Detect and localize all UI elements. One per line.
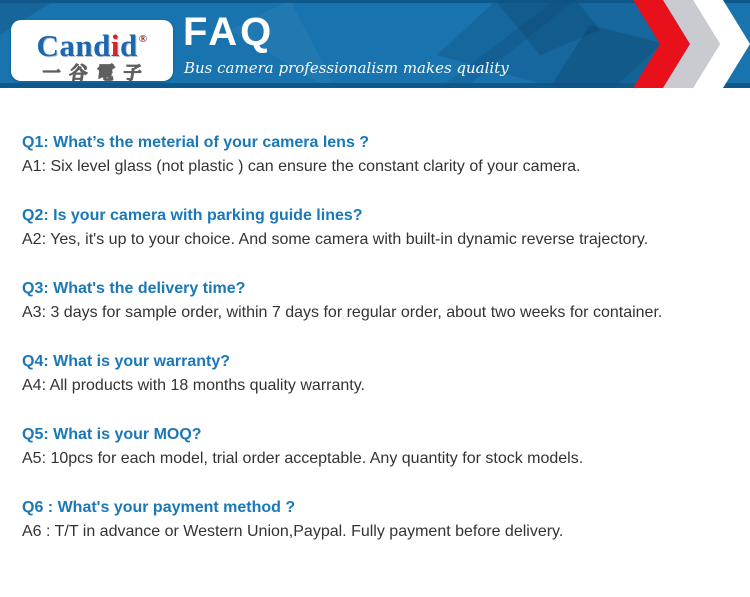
answer-text: A5: 10pcs for each model, trial order acceptable. Any quantity for stock models. [22, 450, 584, 467]
question-text: Q3: What's the delivery time? [22, 280, 246, 297]
qa-item [22, 352, 728, 396]
answer-text: A1: Six level glass (not plastic ) can ensure the constant clarity of your camera. [22, 158, 581, 175]
logo [11, 20, 173, 81]
qa-item [22, 133, 728, 177]
question-text: Q1: What’s the meterial of your camera lens ? [22, 134, 370, 151]
page-title: FAQ [183, 10, 275, 54]
question-text: Q4: What is your warranty? [22, 353, 231, 370]
logo-brand-text [11, 23, 173, 62]
answer-text: A4: All products with 18 months quality warranty. [22, 377, 365, 394]
question-text: Q2: Is your camera with parking guide lines? [22, 207, 363, 224]
logo-brand-pre: Cand [36, 28, 111, 63]
faq-content [0, 88, 750, 542]
qa-item [22, 425, 728, 469]
answer-text: A3: 3 days for sample order, within 7 days for regular order, about two weeks for container. [22, 304, 663, 321]
logo-brand-post: d [120, 28, 138, 63]
logo-chinese-text: 一谷電子 [41, 63, 152, 83]
registered-mark: ® [138, 33, 148, 45]
question-text: Q6 : What's your payment method ? [22, 499, 296, 516]
answer-text: A6 : T/T in advance or Western Union,Paypal. Fully payment before delivery. [22, 523, 564, 540]
qa-item [22, 206, 728, 250]
qa-item [22, 279, 728, 323]
qa-item [22, 498, 728, 542]
banner [0, 0, 750, 88]
question-text: Q5: What is your MOQ? [22, 426, 202, 443]
answer-text: A2: Yes, it's up to your choice. And some camera with built-in dynamic reverse trajectory. [22, 231, 649, 248]
logo-brand-i: i [110, 28, 121, 63]
banner-subtitle: Bus camera professionalism makes quality [184, 59, 509, 77]
